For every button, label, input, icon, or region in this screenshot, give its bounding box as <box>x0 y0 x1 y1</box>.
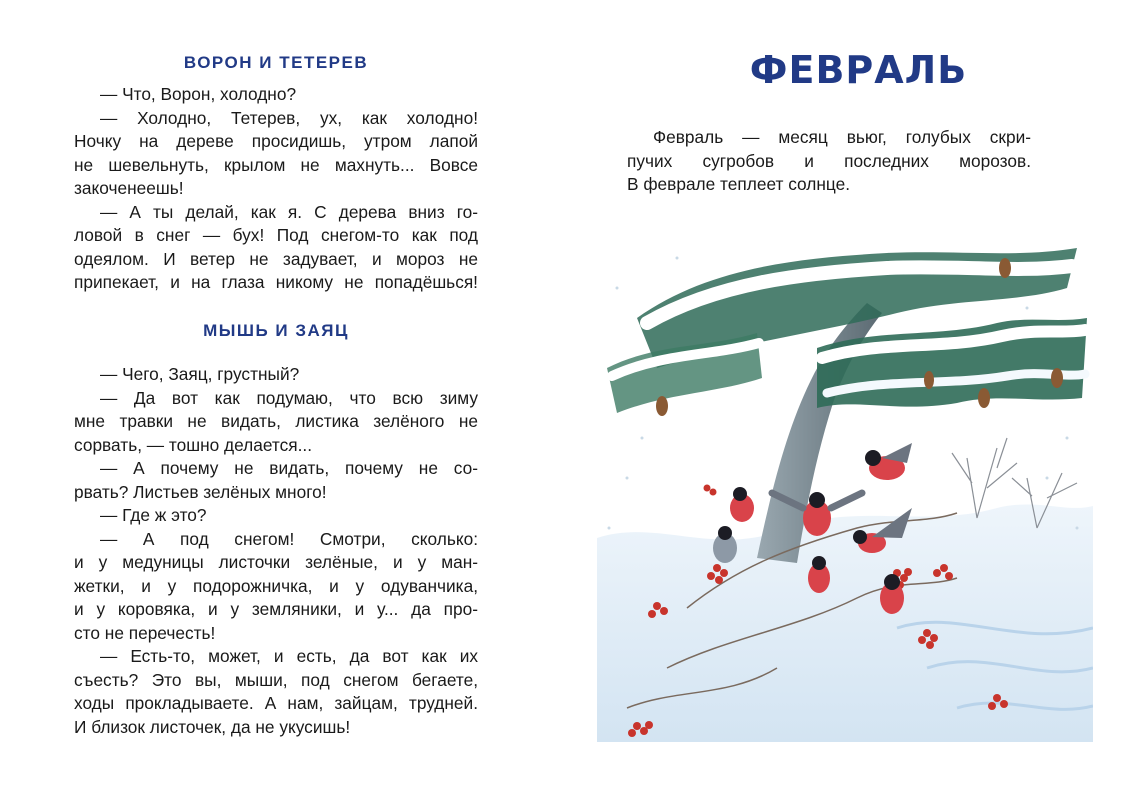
text-line: закоченеешь! <box>74 178 184 198</box>
text-line: припекает, и на глаза никому не попадёшься! <box>74 272 478 292</box>
text-line: мне травки не видать, листика зелёного не <box>74 411 478 431</box>
text-line: — Чего, Заяц, грустный? <box>100 364 300 384</box>
text-line: жетки, и у подорожничка, и у одуванчика, <box>74 575 478 596</box>
text-line: — А почему не видать, почему не со- <box>100 458 478 478</box>
text-line: и у коровяка, и у земляники, и у... да про- <box>74 599 478 619</box>
text-line: — Где ж это? <box>100 505 207 525</box>
text-line: — А ты делай, как я. С дерева вниз го- <box>100 201 478 222</box>
text-line: И близок листочек, да не укусишь! <box>74 716 351 737</box>
text-line: съесть? Это вы, мыши, под снегом бегаете, <box>74 669 478 690</box>
text-line: пучих сугробов и последних морозов. <box>627 150 1031 171</box>
story-text-mouse <box>74 363 478 739</box>
winter-illustration <box>597 228 1093 742</box>
story-title-raven: ВОРОН И ТЕТЕРЕВ <box>183 53 369 72</box>
text-line: — Холодно, Тетерев, ух, как холодно! <box>100 107 478 128</box>
text-line: ходы прокладываете. А нам, зайцам, трудней. <box>74 693 478 713</box>
text-line: сто не перечесть! <box>74 622 216 643</box>
story-title-mouse: МЫШЬ И ЗАЯЦ <box>203 321 349 340</box>
text-line: и у медуницы листочки зелёные, и у ман- <box>74 552 478 572</box>
text-line: рвать? Листьев зелёных много! <box>74 481 327 502</box>
month-title: ФЕВРАЛЬ <box>749 48 968 92</box>
bullfinch <box>865 443 912 480</box>
text-line: Февраль — месяц вьюг, голубых скри- <box>653 127 1031 147</box>
bullfinch <box>730 487 754 522</box>
text-line: сорвать, — тошно делается... <box>74 434 313 455</box>
text-line: одеялом. И ветер не задувает, и мороз не <box>74 248 478 269</box>
text-line: не шевельнуть, крылом не махнуть... Вовсе <box>74 154 478 175</box>
right-page <box>572 0 1145 788</box>
left-page <box>0 0 572 788</box>
month-intro <box>627 126 1031 197</box>
text-line: В феврале теплеет солнце. <box>627 174 851 194</box>
text-line: — А под снегом! Смотри, сколько: <box>100 528 478 549</box>
text-line: Ночку на дереве просидишь, утром лапой <box>74 131 478 151</box>
text-line: — Да вот как подумаю, что всю зиму <box>100 387 478 408</box>
text-line: — Есть-то, может, и есть, да вот как их <box>100 646 478 666</box>
text-line: — Что, Ворон, холодно? <box>100 84 297 104</box>
text-line: ловой в снег — бух! Под снегом-то как под <box>74 225 478 245</box>
bullfinch <box>713 526 737 563</box>
story-text-raven <box>74 83 478 295</box>
